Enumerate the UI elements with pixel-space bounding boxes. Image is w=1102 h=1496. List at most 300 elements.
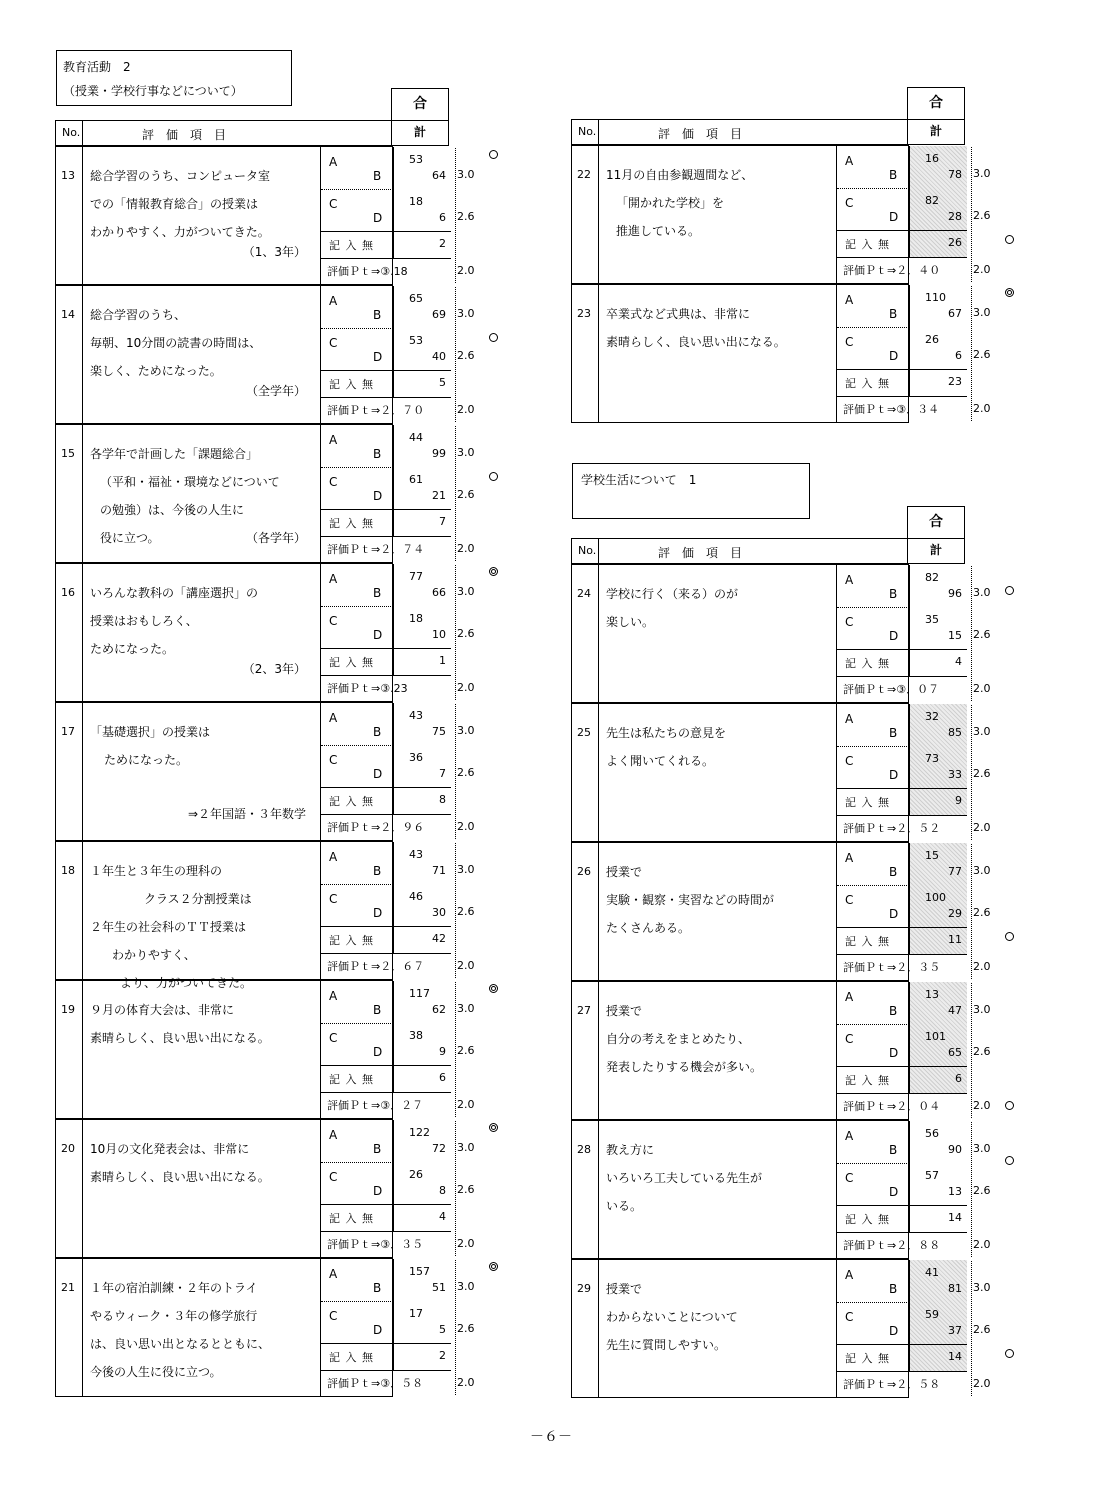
value-a: 157: [409, 1265, 430, 1278]
value-blank: 6: [955, 1072, 962, 1085]
item-number: 16: [61, 586, 75, 599]
item-text-line: 先生に質問しやすい。: [606, 1338, 727, 1352]
scale-3-0: 3.0: [457, 1002, 475, 1015]
label-a: A: [329, 850, 338, 864]
ab-cd-divider: [837, 607, 909, 608]
label-mukinyu: 記 入 無: [845, 935, 890, 948]
item-text-line: ２年生の社会科のＴＴ授業は: [90, 920, 247, 934]
value-b: 64: [432, 169, 446, 182]
value-d: 28: [948, 210, 962, 223]
value-c: 46: [409, 890, 423, 903]
scale-2-6: 2.6: [973, 767, 991, 780]
label-d: D: [889, 907, 899, 921]
label-mukinyu: 記 入 無: [845, 657, 890, 670]
item-number: 21: [61, 1281, 75, 1294]
scale-2-6: 2.6: [973, 209, 991, 222]
value-c: 101: [925, 1030, 946, 1043]
item-text-line: 発表したりする機会が多い。: [606, 1060, 763, 1074]
value-b: 72: [432, 1142, 446, 1155]
item-text-line: 卒業式など式典は、非常に: [606, 307, 751, 321]
value-divider: [909, 565, 910, 676]
value-b: 75: [432, 725, 446, 738]
item-text-line: 役に立つ。: [100, 531, 160, 545]
label-c: C: [329, 197, 338, 211]
pt-divider: [321, 1092, 451, 1093]
circle-mark: [489, 150, 498, 159]
label-a: A: [845, 573, 854, 587]
item-row: [55, 146, 446, 285]
value-b: 62: [432, 1003, 446, 1016]
scale-3-0: 3.0: [457, 168, 475, 181]
value-a: 43: [409, 848, 423, 861]
item-text-line: 楽しく、ためになった。: [90, 364, 222, 378]
label-c: C: [845, 893, 854, 907]
label-mukinyu: 記 入 無: [329, 378, 374, 391]
scale-2-0: 2.0: [457, 542, 475, 555]
item-text-line: わからないことについて: [606, 1310, 738, 1324]
value-b: 71: [432, 864, 446, 877]
table-header: [55, 120, 449, 146]
item-number: 25: [577, 726, 591, 739]
header-divider: [82, 121, 83, 145]
value-b: 77: [948, 865, 962, 878]
pt-divider: [837, 396, 967, 397]
item-text-line: 楽しい。: [606, 615, 655, 629]
value-area: [320, 842, 450, 979]
value-b: 90: [948, 1143, 962, 1156]
blank-divider: [837, 230, 967, 231]
item-row: [571, 1259, 962, 1398]
row-divider: [82, 564, 83, 701]
label-b: B: [889, 168, 898, 182]
pt-divider: [837, 1371, 967, 1372]
value-blank: 4: [955, 655, 962, 668]
value-a: 16: [925, 152, 939, 165]
header-item: 評 価 項 目: [658, 127, 743, 141]
circle-mark: [1005, 586, 1014, 595]
value-c: 73: [925, 752, 939, 765]
label-d: D: [889, 629, 899, 643]
ab-cd-divider: [837, 188, 909, 189]
blank-divider: [837, 369, 967, 370]
value-d: 40: [432, 350, 446, 363]
item-text-line: 各学年で計画した「課題総合」: [90, 447, 259, 461]
item-number: 13: [61, 169, 75, 182]
value-divider: [909, 704, 910, 815]
header-no: No.: [578, 125, 597, 138]
evaluation-point: 評価Ｐｔ⇒２．４０: [843, 264, 941, 277]
item-text-line: わかりやすく、: [112, 948, 196, 962]
value-b: 67: [948, 307, 962, 320]
value-a: 13: [925, 988, 939, 1001]
pt-divider: [321, 258, 451, 259]
row-divider: [598, 704, 599, 841]
item-row: [571, 842, 962, 981]
item-number: 23: [577, 307, 591, 320]
circle-mark: [1005, 235, 1014, 244]
item-text-line: 総合学習のうち、コンピュータ室: [90, 169, 271, 183]
value-d: 65: [948, 1046, 962, 1059]
table-header: [571, 119, 965, 145]
item-text-line: 総合学習のうち、: [90, 308, 187, 322]
item-note: （2、3年）: [242, 662, 306, 676]
value-d: 37: [948, 1324, 962, 1337]
value-c: 57: [925, 1169, 939, 1182]
value-c: 61: [409, 473, 423, 486]
label-mukinyu: 記 入 無: [329, 795, 374, 808]
scale-2-6: 2.6: [457, 1044, 475, 1057]
value-d: 21: [432, 489, 446, 502]
item-text-line: ためになった。: [104, 753, 189, 767]
scale-column: [451, 841, 495, 980]
pt-divider: [321, 536, 451, 537]
header-divider: [598, 120, 599, 144]
value-area: [836, 146, 966, 283]
evaluation-point: 評価Ｐｔ⇒２．０４: [843, 1100, 941, 1113]
value-area: [320, 425, 450, 562]
row-divider: [82, 286, 83, 423]
value-b: 66: [432, 586, 446, 599]
row-divider: [598, 565, 599, 702]
value-area: [320, 1259, 450, 1396]
value-b: 85: [948, 726, 962, 739]
value-divider: [909, 982, 910, 1093]
row-divider: [598, 843, 599, 980]
header-no: No.: [578, 544, 597, 557]
right-section-title-box: [572, 463, 810, 519]
item-text-line: 素晴らしく、良い思い出になる。: [90, 1031, 270, 1045]
label-d: D: [373, 1045, 383, 1059]
scale-dotted-line: [971, 844, 972, 979]
item-row: [571, 1120, 962, 1259]
scale-column: [451, 702, 495, 841]
item-number: 24: [577, 587, 591, 600]
label-a: A: [845, 1129, 854, 1143]
item-text-line: やるウィーク・３年の修学旅行: [90, 1309, 258, 1323]
double-circle-mark: [489, 567, 498, 576]
pt-divider: [321, 675, 451, 676]
value-c: 26: [409, 1168, 423, 1181]
scale-2-0: 2.0: [973, 1099, 991, 1112]
evaluation-point: 評価Ｐｔ⇒２．５８: [843, 1378, 941, 1391]
scale-column: [967, 981, 1011, 1120]
label-c: C: [329, 1031, 338, 1045]
value-d: 6: [439, 211, 446, 224]
value-a: 43: [409, 709, 423, 722]
label-a: A: [329, 989, 338, 1003]
scale-2-6: 2.6: [973, 628, 991, 641]
item-number: 15: [61, 447, 75, 460]
label-c: C: [329, 1309, 338, 1323]
item-row: [571, 145, 962, 284]
scale-2-0: 2.0: [457, 959, 475, 972]
label-d: D: [373, 211, 383, 225]
ab-cd-divider: [321, 1023, 393, 1024]
value-c: 35: [925, 613, 939, 626]
label-c: C: [845, 615, 854, 629]
item-text-line: いる。: [606, 1199, 643, 1213]
item-text-line: は、良い思い出となるとともに、: [90, 1337, 271, 1351]
item-text-line: 推進している。: [616, 224, 701, 238]
item-text-line: クラス２分割授業は: [144, 892, 252, 906]
item-row: [55, 563, 446, 702]
value-b: 51: [432, 1281, 446, 1294]
label-mukinyu: 記 入 無: [329, 239, 374, 252]
label-c: C: [845, 335, 854, 349]
blank-divider: [321, 926, 451, 927]
pt-divider: [321, 814, 451, 815]
item-text-line: 学校に行く（来る）のが: [606, 587, 739, 601]
scale-column: [451, 563, 495, 702]
row-divider: [82, 1120, 83, 1257]
label-b: B: [373, 447, 382, 461]
header-item: 評 価 項 目: [142, 128, 227, 142]
value-a: 32: [925, 710, 939, 723]
left-section-title: 教育活動 2: [63, 60, 131, 74]
item-text-line: 授業で: [606, 865, 643, 879]
item-row: [55, 1119, 446, 1258]
scale-column: [451, 1119, 495, 1258]
value-blank: 2: [439, 1349, 446, 1362]
ab-cd-divider: [321, 189, 393, 190]
table-header: [571, 538, 965, 564]
label-a: A: [329, 1128, 338, 1142]
label-d: D: [373, 350, 383, 364]
total-header: [907, 87, 965, 145]
label-mukinyu: 記 入 無: [329, 1212, 374, 1225]
item-text-line: いろんな教科の「講座選択」の: [90, 586, 259, 600]
value-area: [836, 704, 966, 841]
value-blank: 8: [439, 793, 446, 806]
ab-cd-divider: [321, 328, 393, 329]
scale-column: [967, 842, 1011, 981]
scale-3-0: 3.0: [973, 864, 991, 877]
label-mukinyu: 記 入 無: [329, 656, 374, 669]
scale-3-0: 3.0: [973, 1003, 991, 1016]
scale-2-6: 2.6: [457, 1183, 475, 1196]
label-b: B: [889, 587, 898, 601]
page-number: －６－: [530, 1429, 572, 1445]
ab-cd-divider: [321, 606, 393, 607]
scale-2-0: 2.0: [457, 264, 475, 277]
evaluation-point: 評価Ｐｔ⇒③．５８: [327, 1377, 424, 1390]
scale-2-6: 2.6: [457, 210, 475, 223]
item-text-line: 「基礎選択」の授業は: [90, 725, 211, 739]
scale-3-0: 3.0: [973, 167, 991, 180]
scale-dotted-line: [455, 148, 456, 283]
value-a: 15: [925, 849, 939, 862]
label-b: B: [373, 864, 382, 878]
item-text-line: より、力がついてきた。: [120, 976, 253, 990]
scale-column: [967, 1120, 1011, 1259]
row-divider: [598, 982, 599, 1119]
scale-2-0: 2.0: [973, 263, 991, 276]
row-divider: [82, 703, 83, 840]
value-blank: 7: [439, 515, 446, 528]
value-a: 117: [409, 987, 430, 1000]
value-c: 100: [925, 891, 946, 904]
scale-2-6: 2.6: [457, 1322, 475, 1335]
pt-divider: [837, 1232, 967, 1233]
item-number: 19: [61, 1003, 75, 1016]
label-mukinyu: 記 入 無: [845, 1213, 890, 1226]
value-c: 38: [409, 1029, 423, 1042]
value-divider: [909, 146, 910, 257]
scale-3-0: 3.0: [457, 1280, 475, 1293]
label-c: C: [329, 336, 338, 350]
scale-2-6: 2.6: [457, 627, 475, 640]
label-d: D: [889, 1185, 899, 1199]
scale-2-0: 2.0: [457, 820, 475, 833]
item-text-line: たくさんある。: [606, 921, 691, 935]
value-d: 33: [948, 768, 962, 781]
value-area: [320, 564, 450, 701]
row-divider: [82, 425, 83, 562]
pt-divider: [837, 257, 967, 258]
value-d: 13: [948, 1185, 962, 1198]
label-a: A: [845, 712, 854, 726]
blank-divider: [837, 1066, 967, 1067]
label-a: A: [329, 711, 338, 725]
scale-2-6: 2.6: [457, 905, 475, 918]
evaluation-point: 評価Ｐｔ⇒２．９６: [327, 821, 425, 834]
item-text-line: 授業はおもしろく、: [90, 614, 198, 628]
scale-3-0: 3.0: [457, 1141, 475, 1154]
value-c: 59: [925, 1308, 939, 1321]
label-b: B: [373, 725, 382, 739]
evaluation-point: 評価Ｐｔ⇒２．５２: [843, 822, 941, 835]
blank-divider: [321, 1065, 451, 1066]
scale-2-0: 2.0: [973, 1238, 991, 1251]
scale-dotted-line: [971, 147, 972, 282]
value-divider: [909, 1121, 910, 1232]
double-circle-mark: [489, 1123, 498, 1132]
label-d: D: [373, 489, 383, 503]
value-d: 9: [439, 1045, 446, 1058]
value-d: 5: [439, 1323, 446, 1336]
label-c: C: [329, 1170, 338, 1184]
scale-dotted-line: [455, 426, 456, 561]
scale-3-0: 3.0: [973, 1142, 991, 1155]
scale-2-6: 2.6: [457, 349, 475, 362]
label-b: B: [373, 586, 382, 600]
value-blank: 26: [948, 236, 962, 249]
label-b: B: [889, 1143, 898, 1157]
circle-mark: [1005, 932, 1014, 941]
left-section-title-box: [56, 50, 292, 106]
scale-dotted-line: [971, 983, 972, 1118]
scale-column: [451, 285, 495, 424]
label-mukinyu: 記 入 無: [845, 796, 890, 809]
scale-2-6: 2.6: [973, 1323, 991, 1336]
scale-2-0: 2.0: [457, 681, 475, 694]
value-a: 122: [409, 1126, 430, 1139]
item-text-line: 10月の文化発表会は、非常に: [90, 1142, 250, 1156]
pt-divider: [837, 815, 967, 816]
label-d: D: [373, 1184, 383, 1198]
label-mukinyu: 記 入 無: [845, 1352, 890, 1365]
item-row: [55, 841, 446, 990]
value-d: 29: [948, 907, 962, 920]
value-blank: 42: [432, 932, 446, 945]
circle-mark: [489, 472, 498, 481]
total-header-bottom: 計: [413, 125, 426, 139]
value-c: 36: [409, 751, 423, 764]
value-d: 8: [439, 1184, 446, 1197]
label-d: D: [889, 1324, 899, 1338]
value-divider: [909, 1260, 910, 1371]
scale-2-0: 2.0: [973, 682, 991, 695]
row-divider: [82, 147, 83, 284]
value-divider: [393, 286, 394, 397]
circle-mark: [1005, 1156, 1014, 1165]
item-note: （各学年）: [245, 531, 306, 545]
blank-divider: [321, 509, 451, 510]
label-c: C: [845, 196, 854, 210]
value-blank: 11: [948, 933, 962, 946]
value-area: [320, 1120, 450, 1257]
item-text-line: １年の宿泊訓練・２年のトライ: [90, 1281, 258, 1295]
value-area: [836, 565, 966, 702]
evaluation-point: 評価Ｐｔ⇒２．３５: [843, 961, 941, 974]
blank-divider: [837, 788, 967, 789]
blank-divider: [321, 1204, 451, 1205]
item-note: （全学年）: [245, 384, 306, 398]
item-text-line: 授業で: [606, 1004, 643, 1018]
left-section-subtitle: （授業・学校行事などについて）: [63, 84, 243, 98]
right-section-title: 学校生活について 1: [581, 473, 697, 487]
label-b: B: [373, 169, 382, 183]
scale-2-0: 2.0: [457, 403, 475, 416]
value-area: [320, 147, 450, 284]
label-c: C: [329, 753, 338, 767]
value-divider: [393, 981, 394, 1092]
value-area: [320, 286, 450, 423]
value-blank: 9: [955, 794, 962, 807]
value-divider: [393, 147, 394, 258]
ab-cd-divider: [837, 1024, 909, 1025]
label-c: C: [329, 475, 338, 489]
scale-3-0: 3.0: [457, 446, 475, 459]
item-text-line: の勉強）は、今後の人生に: [100, 503, 245, 517]
label-c: C: [329, 614, 338, 628]
item-note: （1、3年）: [242, 245, 306, 259]
scale-dotted-line: [455, 1121, 456, 1256]
scale-dotted-line: [455, 1260, 456, 1395]
label-a: A: [845, 1268, 854, 1282]
label-d: D: [373, 767, 383, 781]
value-a: 65: [409, 292, 423, 305]
item-row: [55, 980, 446, 1119]
label-c: C: [845, 1032, 854, 1046]
value-c: 18: [409, 195, 423, 208]
header-no: No.: [62, 126, 81, 139]
scale-3-0: 3.0: [457, 724, 475, 737]
label-a: A: [845, 851, 854, 865]
item-text-line: 授業で: [606, 1282, 643, 1296]
pt-divider: [837, 1093, 967, 1094]
value-blank: 1: [439, 654, 446, 667]
blank-divider: [837, 649, 967, 650]
ab-cd-divider: [321, 1301, 393, 1302]
label-b: B: [889, 865, 898, 879]
value-d: 30: [432, 906, 446, 919]
value-b: 47: [948, 1004, 962, 1017]
pt-divider: [321, 1370, 451, 1371]
blank-divider: [321, 787, 451, 788]
scale-dotted-line: [971, 286, 972, 421]
pt-divider: [837, 954, 967, 955]
